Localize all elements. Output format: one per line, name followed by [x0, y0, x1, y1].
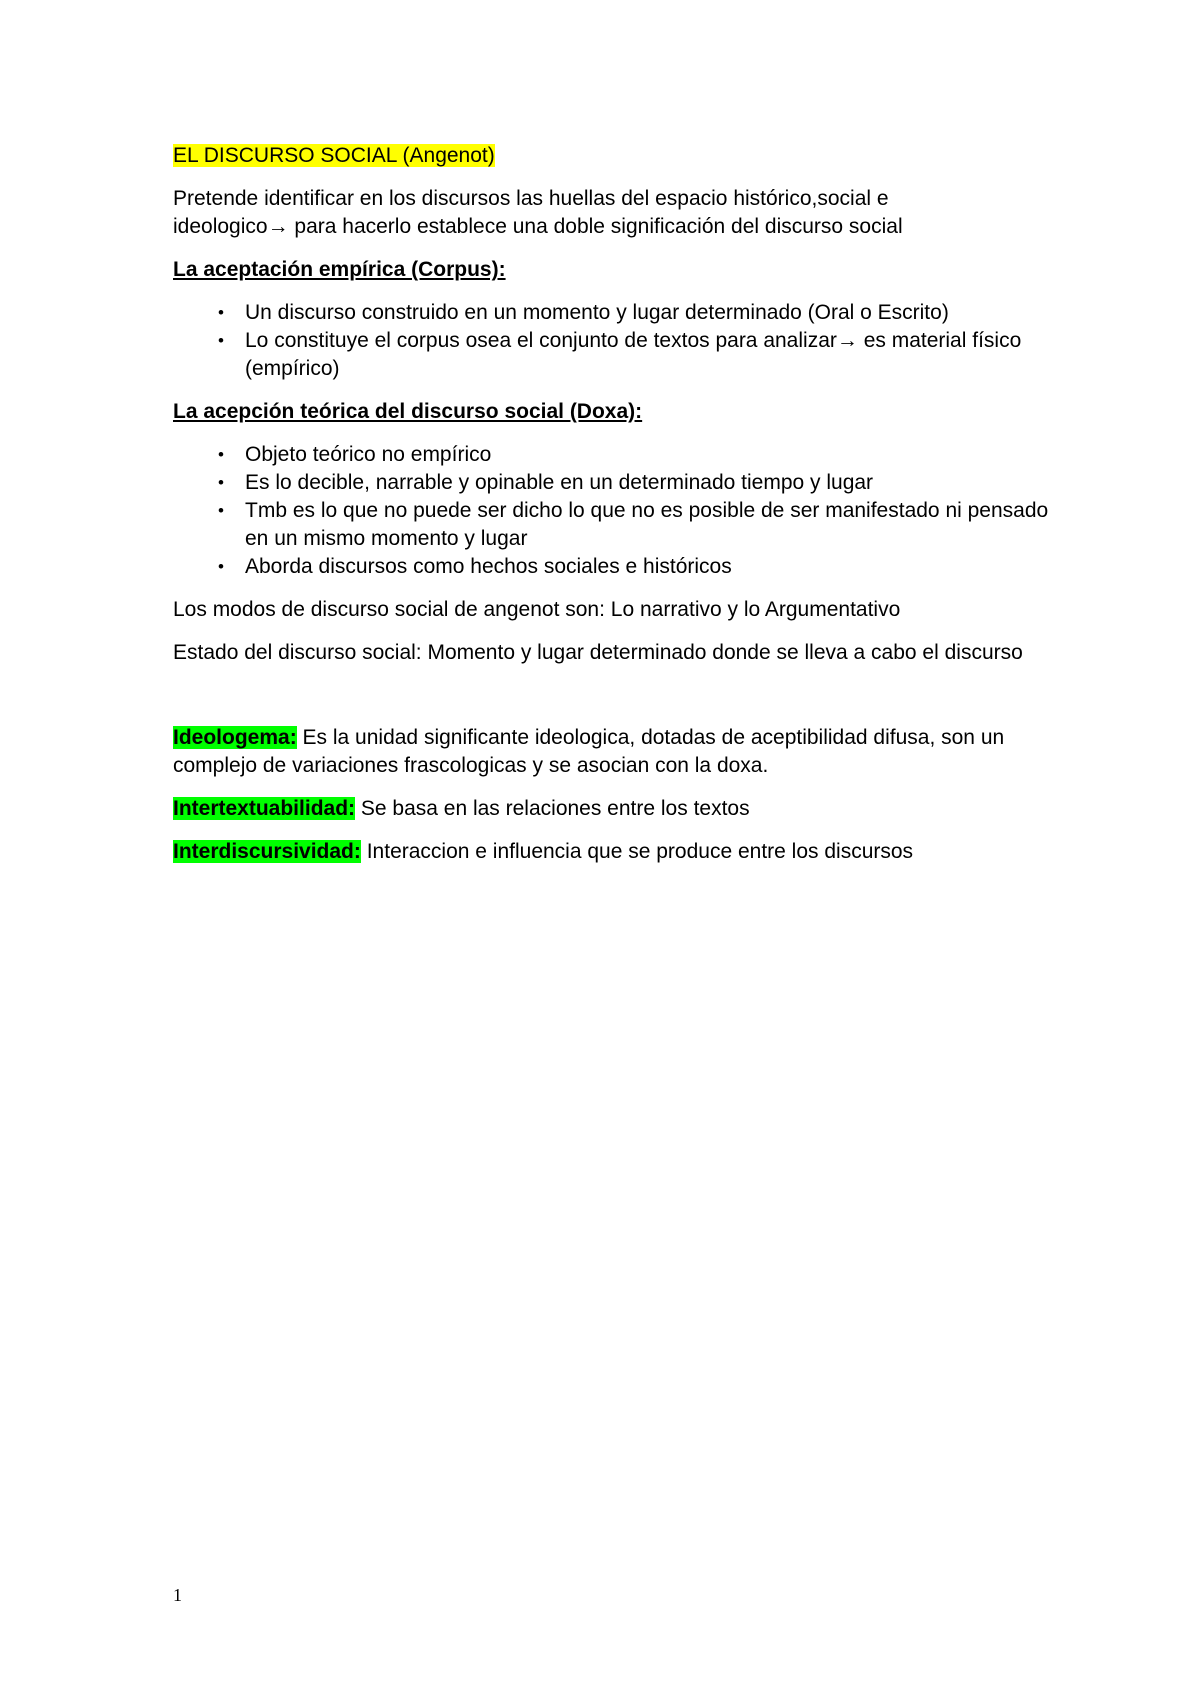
definition-term: Ideologema:: [173, 726, 297, 749]
intro-line-2: ideologico→ para hacerlo establece una doble significación del discurso social: [173, 215, 903, 238]
definition-text: Es la unidad significante ideologica, dotadas de aceptibilidad difusa, son un complejo de variaciones frascologicas y se asocian con la doxa.: [173, 726, 1005, 777]
definition-ideologema: [173, 724, 1053, 780]
doxa-list: [173, 441, 1053, 581]
definition-term: Interdiscursividad:: [173, 840, 361, 863]
bullet-icon: •: [218, 557, 224, 576]
list-item: [173, 441, 1053, 469]
list-item-text: Aborda discursos como hechos sociales e históricos: [245, 555, 732, 578]
list-item-text: Es lo decible, narrable y opinable en un determinado tiempo y lugar: [245, 471, 874, 494]
definition-term: Intertextuabilidad:: [173, 797, 356, 820]
section-heading-doxa: La acepción teórica del discurso social (Doxa):: [173, 400, 643, 423]
title-author: (Angenot): [402, 144, 495, 167]
definition-text: Interaccion e influencia que se produce entre los discursos: [360, 840, 914, 863]
list-item: [173, 327, 1053, 383]
list-item-text: Tmb es lo que no puede ser dicho lo que no es posible de ser manifestado ni pensado en un mismo momento y lugar: [245, 499, 1049, 550]
bullet-icon: •: [218, 331, 224, 350]
intro-line-1: Pretende identificar en los discursos las huellas del espacio histórico,social e: [173, 187, 889, 210]
estado-paragraph: Estado del discurso social: Momento y lugar determinado donde se lleva a cabo el discurso: [173, 641, 1023, 664]
definition-interdiscursividad: [173, 838, 1053, 866]
page-content: [173, 142, 1053, 881]
bullet-icon: •: [218, 445, 224, 464]
bullet-icon: •: [218, 303, 224, 322]
document-title: [173, 142, 1053, 170]
list-item: [173, 469, 1053, 497]
bullet-icon: •: [218, 501, 224, 520]
modos-paragraph: Los modos de discurso social de angenot son: Lo narrativo y lo Argumentativo: [173, 598, 901, 621]
bullet-icon: •: [218, 473, 224, 492]
list-item: [173, 497, 1053, 553]
definition-text: Se basa en las relaciones entre los textos: [355, 797, 750, 820]
list-item-text: Lo constituye el corpus osea el conjunto de textos para analizar→ es material físico (empírico): [245, 329, 1022, 380]
title-highlight: [173, 144, 495, 167]
corpus-list: [173, 299, 1053, 383]
list-item-text: Un discurso construido en un momento y lugar determinado (Oral o Escrito): [245, 301, 949, 324]
section-heading-corpus: La aceptación empírica (Corpus):: [173, 258, 506, 281]
list-item: [173, 299, 1053, 327]
intro-paragraph: [173, 185, 1053, 241]
title-main: EL DISCURSO SOCIAL: [173, 144, 403, 167]
list-item: [173, 553, 1053, 581]
page-number: 1: [173, 1585, 182, 1605]
blank-space: [173, 682, 1053, 724]
list-item-text: Objeto teórico no empírico: [245, 443, 492, 466]
definition-intertextuabilidad: [173, 795, 1053, 823]
